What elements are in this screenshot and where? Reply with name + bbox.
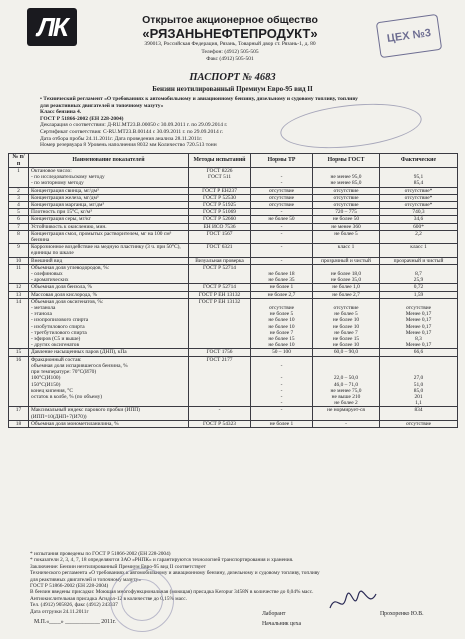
workshop-stamp: ЦЕХ №3	[376, 14, 442, 58]
table-row	[9, 202, 458, 209]
column-header: Методы испытаний	[189, 154, 251, 168]
table-cell: отсутствие не более 5 не более 10 не более 10 не более 7 не более 15 не более 10	[251, 298, 313, 349]
table-cell: ГОСТ 1567	[189, 230, 251, 243]
table-cell: отсутствие Менее 0,17 Менее 0,17 Менее 0,17 Менее 0,17 8,3 Менее 0,17	[380, 298, 458, 349]
mp-line: М.П.«____» ____________ 2011г.	[34, 619, 116, 625]
table-cell: Концентрация марганца, мг/дм³	[29, 202, 189, 209]
table-row	[9, 230, 458, 243]
table-row	[9, 187, 458, 194]
table-cell: Фракционный состав: объемная доля испарившегося бензина, % при температуре: 70°С(И70) 100°С(И100) 150°С(И150) конец кипения, °С остаток в колбе, % (по объему)	[29, 356, 189, 407]
note-line: ГОСТ Р 51866-2002 (ЕН 228-2004)	[30, 583, 109, 590]
company-header	[110, 14, 350, 64]
table-cell: ГОСТ Р 52530	[189, 194, 251, 201]
table-row	[9, 298, 458, 349]
table-cell: ЕН ИСО 7536	[189, 223, 251, 230]
table-row	[9, 407, 458, 420]
table-cell: 4	[9, 202, 29, 209]
meta-line: для реактивных двигателей и топочному мазуту»	[40, 102, 164, 109]
table-cell: отсутствие	[313, 202, 380, 209]
table-row	[9, 194, 458, 201]
company-type: Открытое акционерное общество	[142, 14, 318, 26]
table-cell: класс 1	[380, 244, 458, 257]
table-row	[9, 257, 458, 264]
company-address: 390013, Российская Федерация, Рязань, Товарный двор ст. Рязань-1, д. 80	[144, 41, 316, 47]
table-cell: Концентрация свинца, мг/дм³	[29, 187, 189, 194]
meta-line: Сертификат соответствия: С-RU.МТ23.В.00144 с 30.09.2011 г. по 29.09.2014 г.	[40, 128, 224, 135]
column-header: Нормы ТР	[251, 154, 313, 168]
document-title: ПАСПОРТ № 4683	[189, 72, 276, 83]
note-line: В бензин введены присадки: Моющая многофункциональная (моющая) присадка Keropur 3458N в количестве до 0,04% масс.	[30, 589, 314, 596]
table-cell: не более 5	[313, 230, 380, 243]
note-line: Антиокислительная присадка Агидол-12 в количестве до 0,15% масс.	[30, 595, 187, 602]
table-cell: ГОСТ Р 52714	[189, 264, 251, 284]
table-cell: -	[251, 223, 313, 230]
table-cell: -	[251, 407, 313, 420]
table-cell: не более 2,7	[251, 291, 313, 298]
table-cell: Давление насыщенных паров (ДНП), кПа	[29, 349, 189, 356]
table-cell: Плотность при 15°С, кг/м³	[29, 209, 189, 216]
table-cell: не более 50	[313, 216, 380, 223]
column-header: № п/п	[9, 154, 29, 168]
table-body	[9, 168, 458, 428]
table-row	[9, 284, 458, 291]
table-cell: 27,0 51,0 85,0 201 1,1	[380, 356, 458, 407]
meta-line: • Технический регламент «О требованиях к автомобильному и авиационному бензину, дизельному и судовому топливу, топливу	[40, 96, 358, 102]
table-cell: класс 1	[313, 244, 380, 257]
table-row	[9, 244, 458, 257]
meta-line: Номер резервуара 8 Уровень наполнения 8032 мм Количество 720.513 тонн	[40, 142, 217, 149]
table-cell: отсутствие	[251, 202, 313, 209]
table-cell: Октановое число: - по исследовательскому методу - по моторному методу	[29, 168, 189, 188]
table-cell: не более 2,7	[313, 291, 380, 298]
table-row	[9, 223, 458, 230]
table-cell: Концентрация смол, промытых растворителем, мг на 100 см³ бензина	[29, 230, 189, 243]
table-row	[9, 216, 458, 223]
chief-label: Начальник цеха	[262, 621, 302, 627]
table-cell: Коррозионное воздействие на медную пластинку (3 ч. при 50°С), единицы по шкале	[29, 244, 189, 257]
table-cell: отсутствие	[313, 194, 380, 201]
column-header: Наименование показателей	[29, 154, 189, 168]
table-cell: - -	[251, 168, 313, 188]
table-cell: не нормирует-ся	[313, 407, 380, 420]
table-cell: отсутствие не более 5 не более 10 не более 10 не более 7 не более 15 не более 10	[313, 298, 380, 349]
table-row	[9, 291, 458, 298]
table-cell: прозрачный и чистый	[380, 257, 458, 264]
table-cell: 10	[9, 257, 29, 264]
table-cell: 7	[9, 223, 29, 230]
table-cell: -	[251, 257, 313, 264]
company-name: «РЯЗАНЬНЕФТЕПРОДУКТ»	[142, 26, 318, 41]
table-cell: 8,7 25,9	[380, 264, 458, 284]
table-cell: 2	[9, 187, 29, 194]
indicators-table	[8, 153, 458, 428]
table-cell: Концентрация железа, мг/дм³	[29, 194, 189, 201]
table-cell: отсутствие*	[380, 202, 458, 209]
meta-line: ГОСТ Р 51866-2002 (ЕН 228-2004)	[40, 115, 124, 122]
meta-line: Дата отбора пробы 24.11.2011г. Дата проведения анализа 28.11.2011г.	[40, 135, 203, 142]
table-cell: 600*	[380, 223, 458, 230]
table-cell: 11	[9, 264, 29, 284]
table-cell: ГОСТ Р ЕН 13132	[189, 298, 251, 349]
table-cell: 17	[9, 407, 29, 420]
table-cell: 95,1 85,4	[380, 168, 458, 188]
table-cell: Объемная доля оксигенатов, %: - метанола - этанола - изопропилового спирта - изобутилового спирта - третбутилового спирта - эфиров (С5 и выше) - других оксигенатов	[29, 298, 189, 349]
table-cell: 13	[9, 291, 29, 298]
round-seal	[110, 568, 174, 632]
table-row	[9, 209, 458, 216]
table-cell: ГОСТ Р 54323	[189, 420, 251, 427]
table-row	[9, 168, 458, 188]
table-cell: - - - - - -	[251, 356, 313, 407]
table-cell: -	[189, 407, 251, 420]
table-cell: ГОСТ 2177	[189, 356, 251, 407]
table-cell: 16	[9, 356, 29, 407]
company-logo: ЛК	[27, 8, 77, 46]
table-cell: -	[251, 244, 313, 257]
table-cell: отсутствие	[251, 194, 313, 201]
note-line: * показатели 2, 3, 4, 7, 18 определяются ЗАО «РНПК» и гарантируются технологией транспортирования и хранения.	[30, 557, 294, 564]
table-cell: Массовая доля кислорода, %	[29, 291, 189, 298]
note-line: Дата отгрузки 24.11.2011г	[30, 608, 89, 615]
table-cell: Визуальная проверка	[189, 257, 251, 264]
table-cell: 8	[9, 230, 29, 243]
table-cell: 22,0 – 50,0 46,0 – 71,0 не менее 75,0 не выше 210 не более 2	[313, 356, 380, 407]
handwritten-signature	[328, 588, 378, 616]
table-cell: отсутствие*	[380, 194, 458, 201]
document-subtitle: Бензин неэтилированный Премиум Евро-95 вид II	[152, 85, 313, 93]
table-cell: не менее 360	[313, 223, 380, 230]
table-cell: не более 18,0 не более 35,0	[313, 264, 380, 284]
table-cell: ГОСТ Р ЕН 13132	[189, 291, 251, 298]
table-cell: ГОСТ Р ЕН237	[189, 187, 251, 194]
table-row	[9, 349, 458, 356]
signer-name: Прохоренко Ю.В.	[380, 611, 424, 617]
note-line: для реактивных двигателей и топочному мазуту»	[30, 576, 142, 583]
note-line: * испытания проведены по ГОСТ Р 51866-2002 (ЕН 228-2004)	[30, 551, 171, 557]
table-cell: ГОСТ Р 52714	[189, 284, 251, 291]
table-cell: 2,2	[380, 230, 458, 243]
table-cell: 3	[9, 194, 29, 201]
table-cell: Максимальный индекс парового пробки (ИПП) (ИПП=10(ДНП+7(И70))	[29, 407, 189, 420]
table-cell: 740,3	[380, 209, 458, 216]
table-cell: не более 1,0	[313, 284, 380, 291]
table-cell: 1	[9, 168, 29, 188]
table-cell: 1,59	[380, 291, 458, 298]
table-cell: 834	[380, 407, 458, 420]
table-cell: 9	[9, 244, 29, 257]
table-cell: прозрачный и чистый	[313, 257, 380, 264]
table-cell: 15	[9, 349, 29, 356]
table-row	[9, 356, 458, 407]
note-line: Технического регламента «О требованиях к автомобильному и авиационному бензину, дизельному и судовому топливу, топливу	[30, 570, 320, 577]
table-cell: ГОСТ 8226 ГОСТ 511	[189, 168, 251, 188]
table-cell: 18	[9, 420, 29, 427]
note-line: Заключение: Бензин неэтилированный Премиум Евро-95 вид II соответствует	[30, 563, 206, 570]
table-cell: Объемная доля бензола, %	[29, 284, 189, 291]
note-line: Тел. (4912) 905826, факс (4912) 243337	[30, 602, 118, 609]
table-cell: Внешний вид	[29, 257, 189, 264]
company-phone: Телефон: (4912) 505-505	[201, 48, 259, 55]
table-cell: -	[313, 420, 380, 427]
table-cell: Объемная доля углеводородов, %: - олефиновых - ароматических	[29, 264, 189, 284]
table-cell: 6	[9, 216, 29, 223]
table-cell: Концентрация серы, мг/кг	[29, 216, 189, 223]
table-cell: ГОСТ Р 51925	[189, 202, 251, 209]
table-cell: 12	[9, 284, 29, 291]
table-cell: 34,6	[380, 216, 458, 223]
table-cell: Устойчивость к окислению, мин.	[29, 223, 189, 230]
table-cell: -	[251, 230, 313, 243]
table-cell: 50 – 100	[251, 349, 313, 356]
table-cell: 720 – 775	[313, 209, 380, 216]
table-cell: ГОСТ 1756	[189, 349, 251, 356]
table-cell: отсутствие	[251, 187, 313, 194]
table-cell: Объемная доля монометиланилина, %	[29, 420, 189, 427]
table-cell: 5	[9, 209, 29, 216]
table-cell: ГОСТ Р 51069	[189, 209, 251, 216]
column-header: Фактические	[380, 154, 458, 168]
table-row	[9, 264, 458, 284]
table-cell: -	[251, 209, 313, 216]
lab-label: Лаборант	[262, 611, 286, 617]
notes-block	[30, 551, 445, 615]
table-cell: ГОСТ 6321	[189, 244, 251, 257]
table-cell: 60,0 – 90,0	[313, 349, 380, 356]
table-cell: не более 18 не более 35	[251, 264, 313, 284]
table-cell: не более 1	[251, 420, 313, 427]
table-cell: 66,6	[380, 349, 458, 356]
table-cell: не менее 95,0 не менее 85,0	[313, 168, 380, 188]
table-cell: отсутствие	[380, 420, 458, 427]
document-meta	[40, 96, 450, 149]
table-cell: не более 1	[251, 284, 313, 291]
meta-line: Класс бензина 4.	[40, 109, 82, 116]
table-cell: 14	[9, 298, 29, 349]
company-fax: Факс (4912) 505-501	[206, 56, 254, 62]
column-header: Нормы ГОСТ	[313, 154, 380, 168]
table-cell: ГОСТ Р 52660	[189, 216, 251, 223]
table-row	[9, 420, 458, 427]
table-cell: 0,72	[380, 284, 458, 291]
table-cell: не более 50	[251, 216, 313, 223]
table-cell: отсутствие	[313, 187, 380, 194]
table-cell: отсутствие*	[380, 187, 458, 194]
meta-line: Декларация о соответствии: Д-RU.МТ23.В.00050 с 30.09.2011 г. по 29.09.2014 г.	[40, 122, 228, 129]
table-header-row	[9, 154, 458, 168]
